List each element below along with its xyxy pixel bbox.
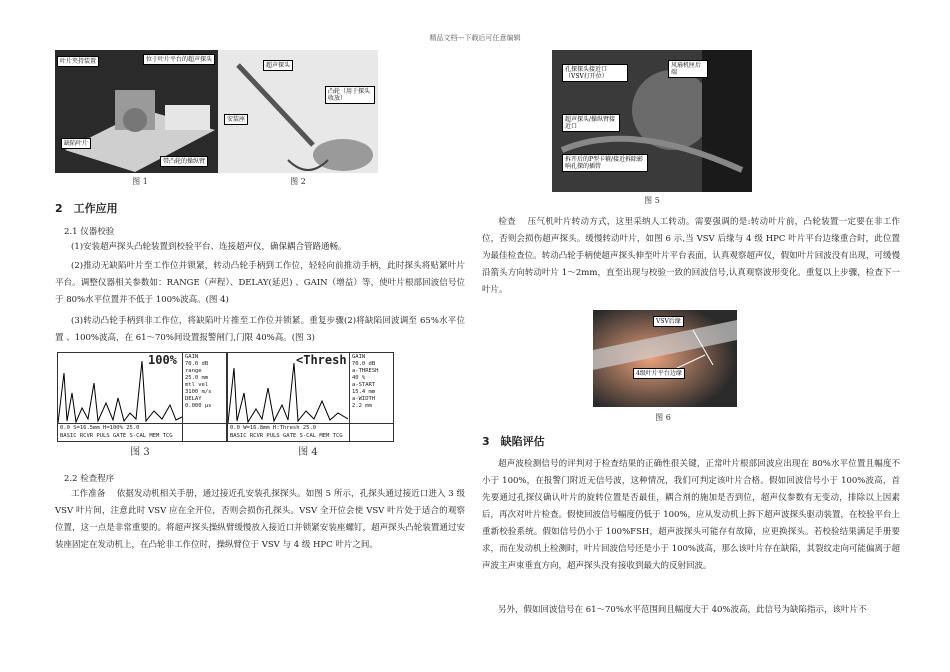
- probe-arm-illustration: [218, 50, 378, 173]
- fig4-bottom-1: 0.0 W=16.8mm H:Thresh 25.0: [230, 425, 317, 431]
- fig4-bottom-bar: [228, 423, 393, 441]
- paragraph-2-1-3: (3)转动凸轮手柄到非工作位，将缺陷叶片推至工作位并锁紧。重复步骤(2)将缺陷回波调至 65%水平位置 、100%波高，在 61～70%间设置报警闸门,门限 40%高。(图 3): [55, 316, 465, 343]
- paragraph-evaluation-2: 另外，假如回波信号在 61～70%水平范围间且幅度大于 40%波高，此信号为缺陷指示，该叶片不: [498, 605, 867, 615]
- fig5-label-fan-case: 风扇机匣后端: [668, 60, 708, 78]
- fig3-bottom-bar: [58, 423, 226, 441]
- section-3-title: 3 缺陷评估: [482, 435, 545, 448]
- paragraph-evaluation: 超声波检测信号的评判对于检查结果的正确性很关键，正常叶片根部回波应出现在 80%水平位置且幅度不小于 100%，在报警门附近无信号波，这种情况，我们可判定该叶片合格。假如回波信号小于 100%波高，首先要通过孔探仪确认叶片的旋转位置是否最佳，耦合剂的施加是否到位，超声仪参数有无变动，排除以上因素后，再次对叶片检查。假使回波信号幅度仍低于 100%，应从发动机上拆下超声波探头驱动装置，在校验平台上重新校验系统。假如信号仍小于 100%FSH，超声波探头可能存有故障，应更换探头。若校验结果满足手册要求，而在发动机上检测时，叶片回波信号还是小于 100%波高，那么该叶片存在缺陷，其裂纹走向可能偏离于超声波主声束垂直方向，超声探头没有接收到最大的反射回波。: [482, 459, 901, 571]
- fig4-side-0: GAIN: [352, 354, 366, 360]
- fig3-readout: 100%: [148, 353, 177, 367]
- fig4-side-3: 40 %: [352, 375, 366, 381]
- figure-2-photo: [218, 50, 378, 173]
- page-header: 精品文档---下载后可任意编辑: [429, 34, 521, 42]
- subsection-2-2: 2.2 检查程序: [64, 474, 115, 484]
- figure-5-caption: 图 5: [644, 196, 660, 205]
- figure-5-photo: [552, 50, 752, 192]
- fig1-label-arm: 带凸轮的操纵臂: [160, 156, 208, 167]
- fig3-side-3: 25.0 mm: [185, 375, 209, 381]
- fig4-side-2: a-THRESH: [352, 368, 379, 374]
- fig3-bottom-1: 0.0 S=16.5mm H=100% 25.0: [60, 425, 140, 431]
- fig4-readout: <Thresh: [296, 353, 347, 367]
- paragraph-2-2-1: 工作准备 依据发动机相关手册，通过接近孔安装孔探探头。如图 5 所示，孔探头通过接近口进入 3 级 VSV 叶片间，注意此时 VSV 应在全开位，否则会损伤孔探头。VSV 全开位会使 VSV 叶片处于适合的观察位置，这一点是非常重要的。将超声探头操纵臂缓慢放入接近口并锁紧安装座螺钉，超声探头凸轮装置通过安装座固定在发动机上，在凸轮非工作位时，操纵臂位于 VSV 与 4 级 HPC 叶片之间。: [55, 489, 465, 550]
- figure-4-scope: [227, 352, 394, 442]
- fig5-label-probe-port: 超声探头/操纵臂接近口: [562, 114, 620, 132]
- fig2-label-cam: 凸轮（用于探头收放）: [325, 86, 375, 104]
- fig3-side-4: mtl vel: [185, 382, 209, 388]
- fig4-bottom-2: BASIC RCVR PULS GATE S-CAL MEM TCG: [230, 433, 343, 439]
- paragraph-2-1-1: (1)安装超声探头凸轮装置到校验平台、连接超声仪，确保耦合管路通畅。: [71, 242, 347, 252]
- figure-4-caption: 图 4: [298, 447, 318, 458]
- fig3-side-0: GAIN: [185, 354, 199, 360]
- fig2-label-probe: 超声探头: [263, 60, 293, 71]
- paragraph-2-1-2: (2)推动无缺陷叶片至工作位并锁紧，转动凸轮手柄到工作位，轻轻向前推动手柄，此时探头将贴紧叶片平台。调整仪器相关参数如：RANGE（声程）、DELAY(延迟) 、GAIN（增益）等，使叶片根部回波信号位于 80%水平位置并不低于 100%波高。(图 4): [55, 261, 465, 305]
- figure-3-scope: [57, 352, 227, 442]
- fig3-side-1: 70.0 dB: [185, 361, 209, 367]
- paragraph-inspection: 检查 压气机叶片转动方式，这里采纳人工转动。需要强调的是:转动叶片前，凸轮装置一定要在非工作位，否则会损伤超声探头。缓慢转动叶片，如图 6 示,当 VSV 后缘与 4 级 HPC 叶片平台边缘重合时，此位置为最佳检查位。转动凸轮手柄使超声探头伸至叶片平台表面，认真观察超声仪，假如叶片回波没有出现，可缓慢沿箭头方向转动叶片 1～2mm，直至出现与校验一致的回波信号,认真观察波形变化。重复以上步骤，检查下一叶片。: [482, 217, 900, 295]
- fig5-label-borescope-port: 孔探探头接近口（VSV打开位）: [562, 64, 628, 82]
- fig5-label-clamp-removed: 拆开后的P型卡箍/接近拆除影响孔探的插管: [562, 154, 648, 172]
- fig1-label-clamp: 叶片夹持装置: [57, 56, 99, 67]
- fig3-side-5: 3100 m/s: [185, 389, 212, 395]
- figure-1-caption: 图 1: [132, 177, 148, 186]
- section-2-title: 2 工作应用: [55, 202, 118, 215]
- fig4-side-7: 2.2 mm: [352, 403, 372, 409]
- figure-3-caption: 图 3: [130, 447, 150, 458]
- fig4-side-1: 70.0 dB: [352, 361, 376, 367]
- fig1-label-defect-blade: 缺陷叶片: [61, 138, 91, 149]
- fig4-side-4: a-START: [352, 382, 376, 388]
- fig3-bottom-2: BASIC RCVR PULS GATE S-CAL MEM TCG: [60, 433, 173, 439]
- fig6-label-vsv-edge: VSV后缘: [653, 316, 684, 327]
- figure-1-photo: [55, 50, 221, 173]
- fig6-label-platform-edge: 4级叶片平台边缘: [633, 368, 685, 379]
- fig4-side-6: a-WIDTH: [352, 396, 376, 402]
- fig2-label-mount: 安装座: [224, 114, 248, 125]
- subsection-2-1: 2.1 仪器校验: [64, 227, 115, 237]
- fig4-side-5: 15.4 mm: [352, 389, 376, 395]
- figure-6-photo: [593, 310, 737, 407]
- figure-6-caption: 图 6: [655, 413, 671, 422]
- figure-2-caption: 图 2: [290, 177, 306, 186]
- fig3-side-7: 0.000 µs: [185, 403, 212, 409]
- fig1-label-probe: 位于叶片平台的超声探头: [143, 54, 215, 65]
- fig3-side-2: range: [185, 368, 202, 374]
- fixture-illustration: [55, 50, 221, 173]
- fig3-side-6: DELAY: [185, 396, 202, 402]
